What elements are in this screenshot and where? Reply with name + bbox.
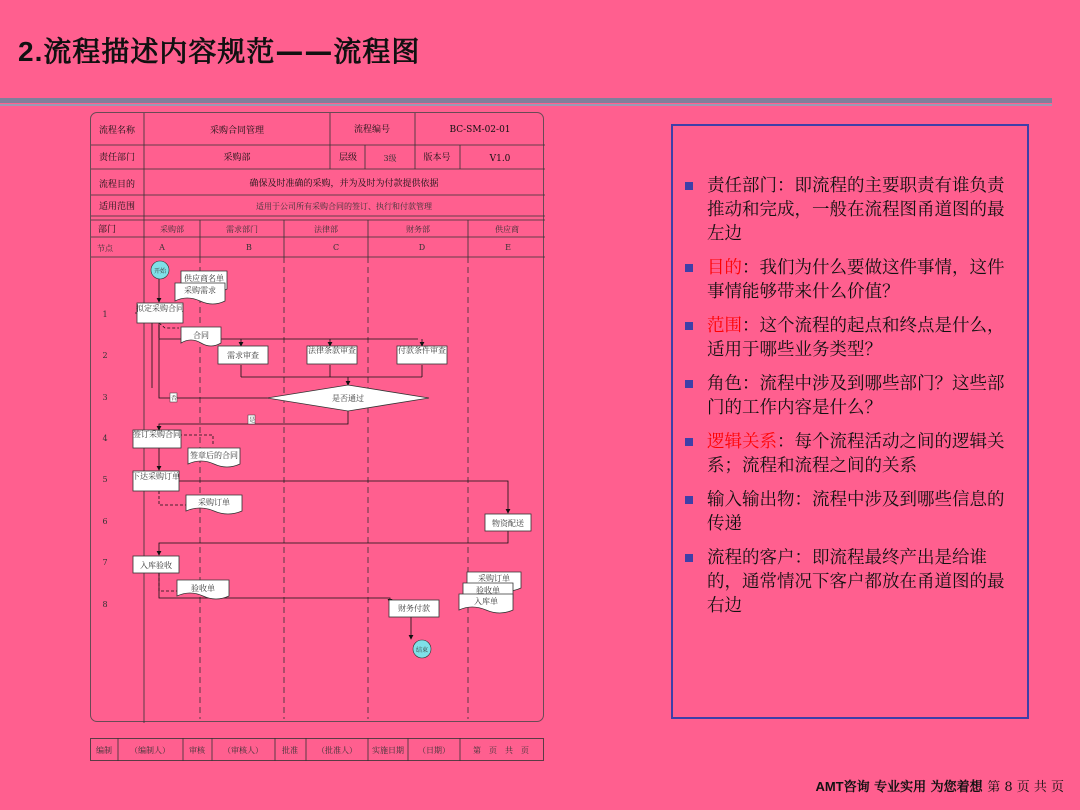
step-sign-contract: 签订采购合同: [133, 430, 181, 439]
row-4: 4: [102, 434, 108, 443]
lane-4: 供应商: [495, 225, 519, 234]
row-7: 7: [102, 558, 108, 567]
signoff-4: 批准: [282, 746, 298, 755]
col-b: B: [246, 243, 252, 252]
lanes-label: 部门: [97, 225, 117, 235]
description-panel: [671, 124, 1029, 719]
lane-2: 法律部: [314, 225, 338, 234]
scope-label: 适用范围: [98, 202, 136, 212]
bullet-square-icon: [685, 496, 693, 504]
flow-name-value: 采购合同管理: [209, 126, 265, 136]
bullet-square-icon: [685, 554, 693, 562]
signoff-8: 第 页 共 页: [473, 746, 529, 755]
bullet-square-icon: [685, 438, 693, 446]
lane-1: 需求部门: [226, 225, 258, 234]
end-label: 结束: [415, 647, 429, 654]
signoff-3: （审核人）: [223, 746, 263, 755]
bullet-item: 范围：这个流程的起点和终点是什么，适用于哪些业务类型？: [683, 314, 1013, 362]
row-6: 6: [102, 517, 108, 526]
row-3: 3: [102, 393, 108, 402]
lane-3: 财务部: [406, 225, 430, 234]
yes-label: 是: [248, 417, 256, 424]
purpose-value: 确保及时准确的采购，并为及时为付款提供依据: [249, 179, 439, 189]
footer-brand: AMT咨询: [815, 779, 870, 794]
bullet-item: 责任部门：即流程的主要职责有谁负责推动和完成，一般在流程图甬道图的最左边: [683, 174, 1013, 246]
row-8: 8: [102, 600, 108, 609]
doc-supplier-list: 供应商名单: [184, 274, 224, 283]
level-value: 3级: [383, 154, 397, 163]
bullet-item: 角色：流程中涉及到哪些部门？这些部门的工作内容是什么？: [683, 372, 1013, 420]
nodes-label: 节点: [97, 244, 113, 253]
slide-footer: [815, 776, 1064, 795]
no-label: 否: [170, 395, 178, 402]
bullet-item: 输入输出物：流程中涉及到哪些信息的传递: [683, 488, 1013, 536]
signoff-1: （编制人）: [130, 746, 170, 755]
doc-acceptance-2: 验收单: [476, 586, 500, 595]
col-a: A: [159, 243, 165, 252]
bullet-item: 流程的客户：即流程最终产出是给谁的，通常情况下客户都放在甬道图的最右边: [683, 546, 1013, 618]
lane-headers: [158, 224, 519, 252]
flowchart: [91, 113, 545, 723]
signoff-2: 审核: [189, 746, 205, 755]
start-label: 开始: [153, 268, 167, 275]
col-d: D: [418, 243, 426, 252]
bullet-square-icon: [685, 322, 693, 330]
signoff-7: （日期）: [418, 746, 450, 755]
bullet-square-icon: [685, 264, 693, 272]
step-finance-review: 付款条件审查: [398, 346, 446, 355]
doc-signed-contract: 签章后的合同: [190, 451, 238, 460]
title-rule: [0, 98, 1052, 103]
step-legal-review: 法律条款审查: [308, 346, 356, 355]
flow-id-label: 流程编号: [353, 125, 391, 135]
row-2: 2: [102, 351, 108, 360]
decision-label: 是否通过: [332, 394, 364, 403]
flowchart-panel: [90, 112, 544, 722]
purpose-label: 流程目的: [98, 180, 136, 190]
bullet-square-icon: [685, 380, 693, 388]
flow-name-label: 流程名称: [98, 126, 136, 136]
step-receive: 入库验收: [140, 561, 172, 570]
step-issue-order: 下达采购订单: [132, 472, 180, 481]
dept-label: 责任部门: [98, 153, 136, 163]
documents: [175, 271, 521, 613]
footer-page: 第 8 页 共 页: [987, 780, 1064, 795]
footer-slogan: 专业实用 为您着想: [869, 780, 988, 795]
title-text: 流程描述内容规范——流程图: [43, 35, 421, 68]
version-value: V1.0: [489, 154, 511, 164]
slide-title: [18, 30, 420, 70]
bullet-square-icon: [685, 182, 693, 190]
doc-acceptance: 验收单: [191, 584, 215, 593]
step-delivery: 物资配送: [492, 519, 524, 528]
doc-purchase-order: 采购订单: [198, 498, 230, 507]
lane-0: 采购部: [160, 225, 184, 234]
step-demand-review: 需求审查: [227, 351, 259, 360]
scope-value: 适用于公司所有采购合同的签订、执行和付款管理: [256, 202, 432, 211]
row-1: 1: [102, 310, 108, 319]
flow-id-value: BC-SM-02-01: [449, 125, 511, 135]
title-rule-thin: [0, 104, 1052, 106]
signoff-row: [90, 738, 544, 762]
doc-purchase-request: 采购需求: [184, 286, 216, 295]
dept-value: 采购部: [223, 153, 251, 163]
bullet-item: 逻辑关系：每个流程活动之间的逻辑关系；流程和流程之间的关系: [683, 430, 1013, 478]
step-payment: 财务付款: [398, 604, 430, 613]
doc-purchase-order-2: 采购订单: [478, 574, 510, 583]
document-labels: [184, 273, 510, 606]
bullet-item: 目的：我们为什么要做这件事情，这件事情能够带来什么价值？: [683, 256, 1013, 304]
row-5: 5: [102, 475, 108, 484]
bullet-list: [683, 174, 1013, 628]
signoff-0: 编制: [96, 746, 112, 755]
col-e: E: [505, 243, 511, 252]
step-draft-contract: 拟定采购合同: [136, 304, 184, 313]
level-label: 层级: [338, 153, 358, 163]
doc-stock-in: 入库单: [474, 597, 498, 606]
col-c: C: [332, 243, 340, 252]
doc-contract: 合同: [193, 331, 209, 340]
signoff-6: 实施日期: [372, 746, 404, 755]
title-number: 2.: [18, 36, 44, 67]
signoff-5: （批准人）: [317, 746, 357, 755]
row-numbers: [102, 310, 107, 609]
version-label: 版本号: [423, 153, 451, 163]
